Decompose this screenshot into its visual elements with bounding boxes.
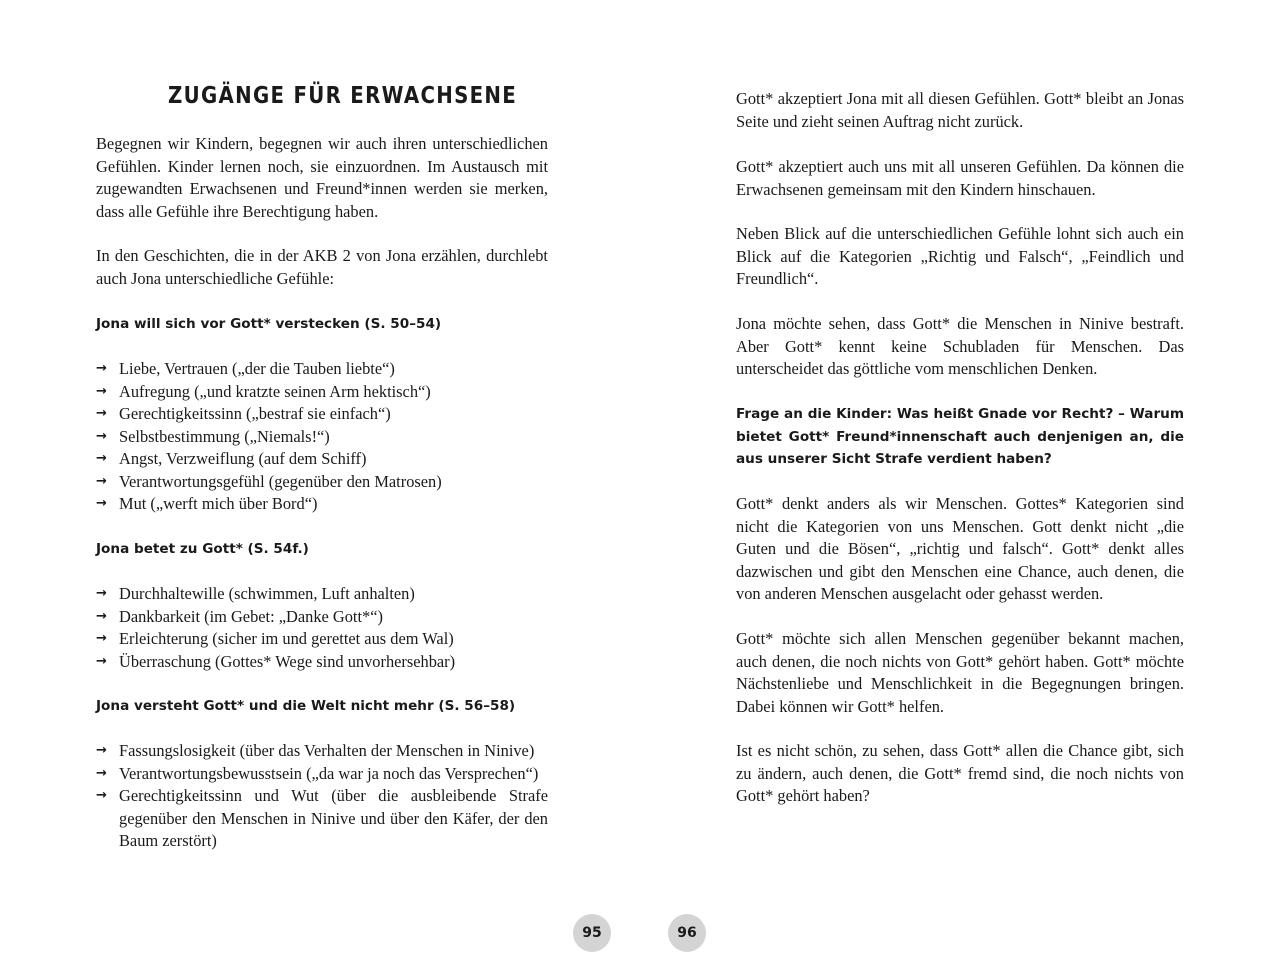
list-item: → Dankbarkeit (im Gebet: „Danke Gott*“) <box>96 606 548 629</box>
intro-paragraph-1: Begegnen wir Kindern, begegnen wir auch ihren unterschiedlichen Gefühlen. Kinder lernen noch, sie einzuordnen. Im Austausch mit zugewandten Erwachsenen und Freund*innen werden sie merken, dass alle Gefühle ihre Berechtigung haben. <box>96 134 548 221</box>
list-item: → Durchhaltewille (schwimmen, Luft anhalten) <box>96 583 548 606</box>
arrow-right-icon: → <box>96 496 107 511</box>
arrow-right-icon: → <box>96 765 107 781</box>
feelings-list-hiding <box>96 358 548 516</box>
arrow-right-icon: → <box>96 406 107 421</box>
paragraph-acceptance-us: Gott* akzeptiert auch uns mit all unseren Gefühlen. Da können die Erwachsenen gemeinsam mit den Kindern hinschauen. <box>736 157 1184 199</box>
arrow-right-icon: → <box>96 586 107 601</box>
arrow-right-icon: → <box>96 383 107 399</box>
list-item: → Fassungslosigkeit (über das Verhalten der Menschen in Ninive) <box>96 740 548 763</box>
paragraph-closing-question: Ist es nicht schön, zu sehen, dass Gott* allen die Chance gibt, sich zu ändern, auch denen, die Gott* fremd sind, die noch nichts von Gott* gehört haben? <box>736 741 1184 805</box>
paragraph-acceptance-jona: Gott* akzeptiert Jona mit all diesen Gefühlen. Gott* bleibt an Jonas Seite und zieht seinen Auftrag nicht zurück. <box>736 89 1184 131</box>
arrow-right-icon: → <box>96 451 107 466</box>
page-title: ZUGÄNGE FÜR ERWACHSENE <box>168 83 518 109</box>
list-item: → Liebe, Vertrauen („der die Tauben liebte“) <box>96 358 548 381</box>
list-item: → Aufregung („und kratzte seinen Arm hektisch“) <box>96 381 548 404</box>
list-item: → Erleichterung (sicher im und gerettet aus dem Wal) <box>96 628 548 651</box>
list-item: → Verantwortungsbewusstsein („da war ja noch das Versprechen“) <box>96 763 548 786</box>
arrow-right-icon: → <box>96 743 107 758</box>
arrow-right-icon: → <box>96 361 107 376</box>
list-item: → Verantwortungsgefühl (gegenüber den Matrosen) <box>96 471 548 494</box>
arrow-right-icon: → <box>96 608 107 624</box>
list-item: → Gerechtigkeitssinn („bestraf sie einfach“) <box>96 403 548 426</box>
feelings-list-praying <box>96 583 548 673</box>
section-heading-praying: Jona betet zu Gott* (S. 54f.) <box>96 541 309 557</box>
section-heading-hiding: Jona will sich vor Gott* verstecken (S. 50–54) <box>96 316 442 332</box>
list-item: → Mut („werft mich über Bord“) <box>96 493 548 516</box>
children-question: Frage an die Kinder: Was heißt Gnade vor Recht? – Warum bietet Gott* Freund*innenschaft auch denjenigen an, die aus unserer Sicht Strafe verdient haben? <box>736 406 1184 467</box>
arrow-right-icon: → <box>96 788 107 803</box>
list-item: → Angst, Verzweiflung (auf dem Schiff) <box>96 448 548 471</box>
arrow-right-icon: → <box>96 653 107 669</box>
paragraph-god-known: Gott* möchte sich allen Menschen gegenüber bekannt machen, auch denen, die noch nichts von Gott* gehört haben. Gott* möchte Nächstenliebe und Menschlichkeit in die Begegnungen bringen. Dabei können wir Gott* helfen. <box>736 629 1184 716</box>
arrow-right-icon: → <box>96 631 107 646</box>
feelings-list-confused <box>96 740 548 853</box>
intro-paragraph-2: In den Geschichten, die in der AKB 2 von Jona erzählen, durchlebt auch Jona unterschiedliche Gefühle: <box>96 246 548 288</box>
paragraph-categories: Neben Blick auf die unterschiedlichen Gefühle lohnt sich auch ein Blick auf die Kategorien „Richtig und Falsch“, „Feindlich und Freundlich“. <box>736 224 1184 288</box>
list-item: → Selbstbestimmung („Niemals!“) <box>96 426 548 449</box>
paragraph-ninive: Jona möchte sehen, dass Gott* die Menschen in Ninive bestraft. Aber Gott* kennt keine Schubladen für Menschen. Das unterscheidet das göttliche vom menschlichen Denken. <box>736 314 1184 378</box>
list-item: → Gerechtigkeitssinn und Wut (über die ausbleibende Strafe gegenüber den Menschen in Ninive und über den Käfer, der den Baum zerstört) <box>96 786 548 850</box>
arrow-right-icon: → <box>96 473 107 489</box>
list-item: → Überraschung (Gottes* Wege sind unvorhersehbar) <box>96 651 548 674</box>
section-heading-confused: Jona versteht Gott* und die Welt nicht mehr (S. 56–58) <box>96 698 516 714</box>
page-number-right: 96 <box>668 914 706 952</box>
paragraph-god-thinks: Gott* denkt anders als wir Menschen. Gottes* Kategorien sind nicht die Kategorien von uns Menschen. Gott denkt nicht „die Guten und die Bösen“, „richtig und falsch“. Gott* denkt alles dazwischen und gibt den Menschen eine Chance, auch denen, die von anderen Menschen ausgelacht oder gehasst werden. <box>736 494 1184 603</box>
page-number-left: 95 <box>573 914 611 952</box>
arrow-right-icon: → <box>96 428 107 444</box>
